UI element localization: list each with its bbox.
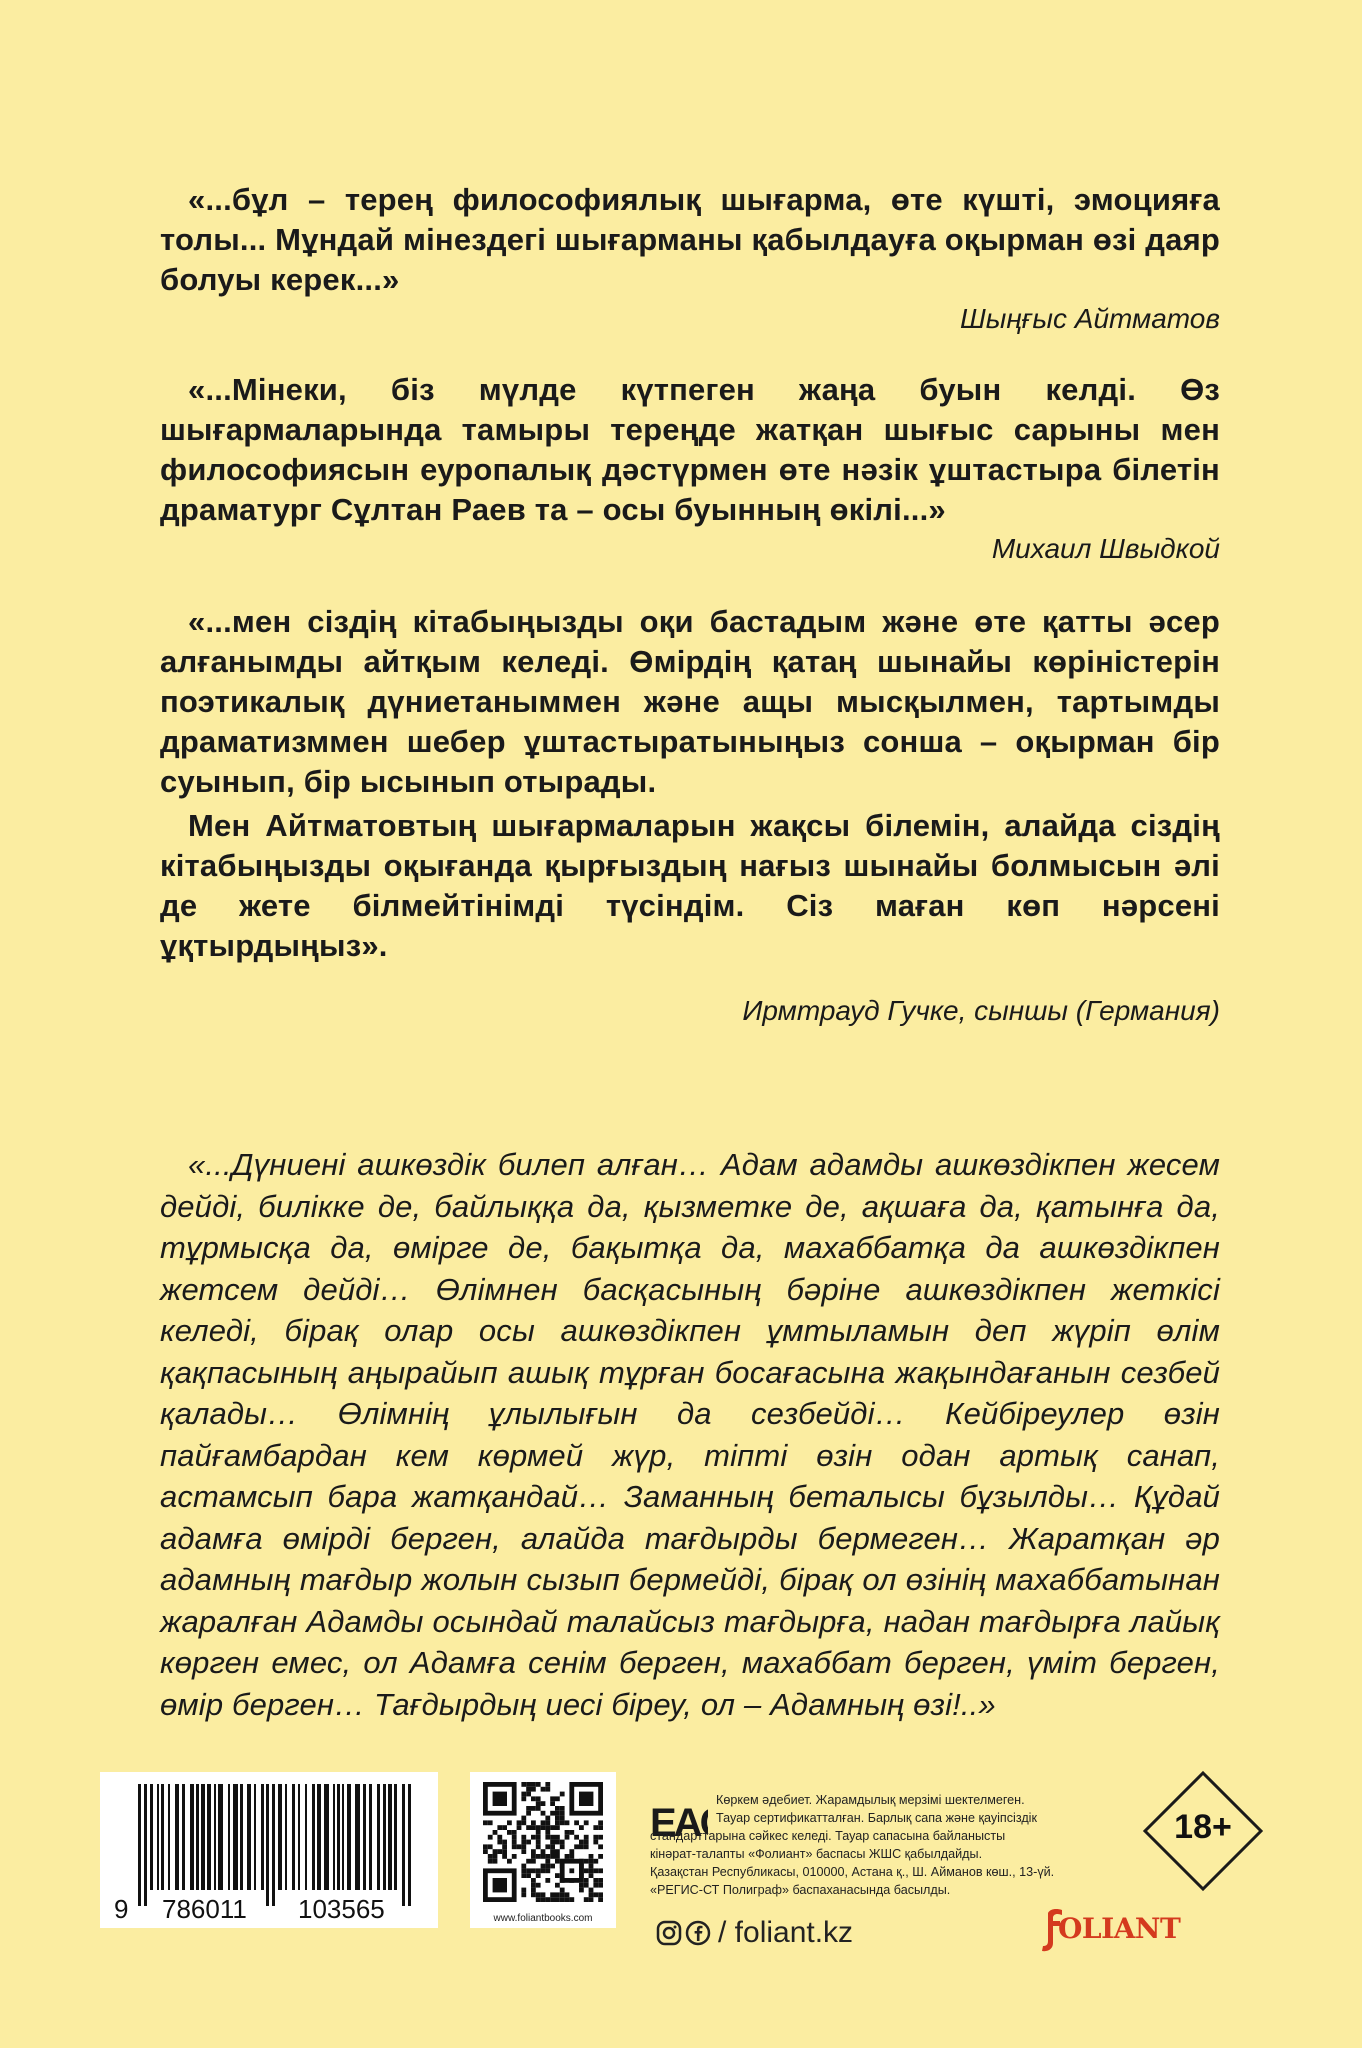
review-author: Шыңғыс Айтматов xyxy=(960,303,1220,334)
eac-mark-text: EA xyxy=(650,1801,700,1844)
review-text: «...мен сіздің кітабыңызды оқи бастадым және өте қатты әсер алғанымды айтқым келеді. Өмірдің қатаң шынайы көріністерін поэтикалық дүниетаныммен және ащы мысқылмен, тартымды драматизммен шебер ұштастыратыныңыз сонша – оқырман бір суынып, бір ысынып отырады. xyxy=(160,604,1220,799)
review-author: Михаил Швыдкой xyxy=(991,533,1220,564)
publisher-name: OLIANT xyxy=(1058,1912,1181,1945)
website-link[interactable]: / foliant.kz xyxy=(718,1916,854,1949)
instagram-icon[interactable] xyxy=(656,1920,682,1946)
review-author: Ирмтрауд Гучке, сыншы (Германия) xyxy=(742,995,1220,1026)
age-rating-badge xyxy=(1142,1770,1264,1892)
review-text: «...бұл – терең философиялық шығарма, өте күшті, эмоцияға толы... Мұндай мінездегі шығарманы қабылдауға оқырман өзі даяр болуы керек...» xyxy=(160,182,1220,297)
info-line: Тауар сертификатталған. Барлық сапа және қауіпсіздік xyxy=(716,1811,1037,1825)
info-line: Көркем әдебиет. Жарамдылық мерзімі шектелмеген. xyxy=(716,1793,1025,1807)
isbn-prefix-digit: 9 xyxy=(114,1894,129,1924)
isbn-right-group: 103565 xyxy=(298,1894,385,1924)
isbn-left-group: 786011 xyxy=(162,1894,247,1924)
review-text-continued: Мен Айтматовтың шығармаларын жақсы білемін, алайда сіздің кітабыңызды оқығанда қырғыздың нағыз шынайы болмысын әлі де жете білмейтінімді түсіндім. Сіз маған көп нәрсені ұқтырдыңыз». xyxy=(160,808,1220,963)
isbn-number xyxy=(100,1892,438,1926)
review-shvydkoy xyxy=(160,370,1220,568)
review-guchke xyxy=(160,602,1220,1030)
book-excerpt: «...Дүниені ашкөздік билеп алған… Адам адамды ашкөздікпен жесем дейді, билікке де, байлыққа да, қызметке де, ақшаға да, қатынға да, тұрмысқа да, өмірге де, бақытқа да, махаббатқа да ашкөздікпен жетсем дейді… Өлімнен басқасының бәріне ашкөздікпен жеткісі келеді, бірақ олар осы ашкөздікпен ұмтыламын деп жүріп өлім қақпасының аңырайып ашық тұрған босағасына жақындағанын сезбей қалады… Өлімнің ұлылығын да сезбейді… Кейбіреулер өзін пайғамбардан кем көрмей жүр, тіпті өзін одан артық санап, астамсып бара жатқандай… Заманның беталысы бұзылды… Құдай адамға өмірді берген, алайда тағдырды бермеген… Жаратқан әр адамның тағдыр жолын сызып бермейді, бірақ ол өзінің махаббатынан жаралған Адамды осындай талайсыз тағдырға, надан тағдырға лайық көрген емес, ол Адамға сенім берген, махаббат берген, үміт берген, өмір берген… Тағдырдың иесі біреу, ол – Адамның өзі!..» xyxy=(160,1147,1220,1722)
info-line: стандарттарына сәйкес келеді. Тауар сапасына байланысты xyxy=(650,1829,1006,1843)
review-text: «...Мінеки, біз мүлде күтпеген жаңа буын келді. Өз шығармаларында тамыры тереңде жатқан шығыс сарыны мен философиясын еуропалық дәстүрмен өте нәзік ұштастыра білетін драматург Сұлтан Раев та – осы буынның өкілі...» xyxy=(160,372,1220,527)
facebook-icon[interactable] xyxy=(685,1920,711,1946)
reviews-section xyxy=(160,180,1220,1030)
info-line: «РЕГИС-СТ Полиграф» баспаханасында басылды. xyxy=(650,1883,951,1897)
isbn-barcode xyxy=(100,1772,438,1928)
age-rating-text: 18+ xyxy=(1174,1808,1232,1846)
review-aitmatov xyxy=(160,180,1220,338)
qr-code-icon xyxy=(483,1782,603,1902)
info-line: кінәрат-талапты «Фолиант» баспасы ЖШС қабылдайды. xyxy=(650,1847,983,1861)
qr-code-block[interactable] xyxy=(470,1772,616,1928)
qr-url: www.foliantbooks.com xyxy=(493,1913,593,1924)
info-line: Қазақстан Республикасы, 010000, Астана қ., Ш. Айманов көш., 13-үй. xyxy=(650,1865,1055,1879)
